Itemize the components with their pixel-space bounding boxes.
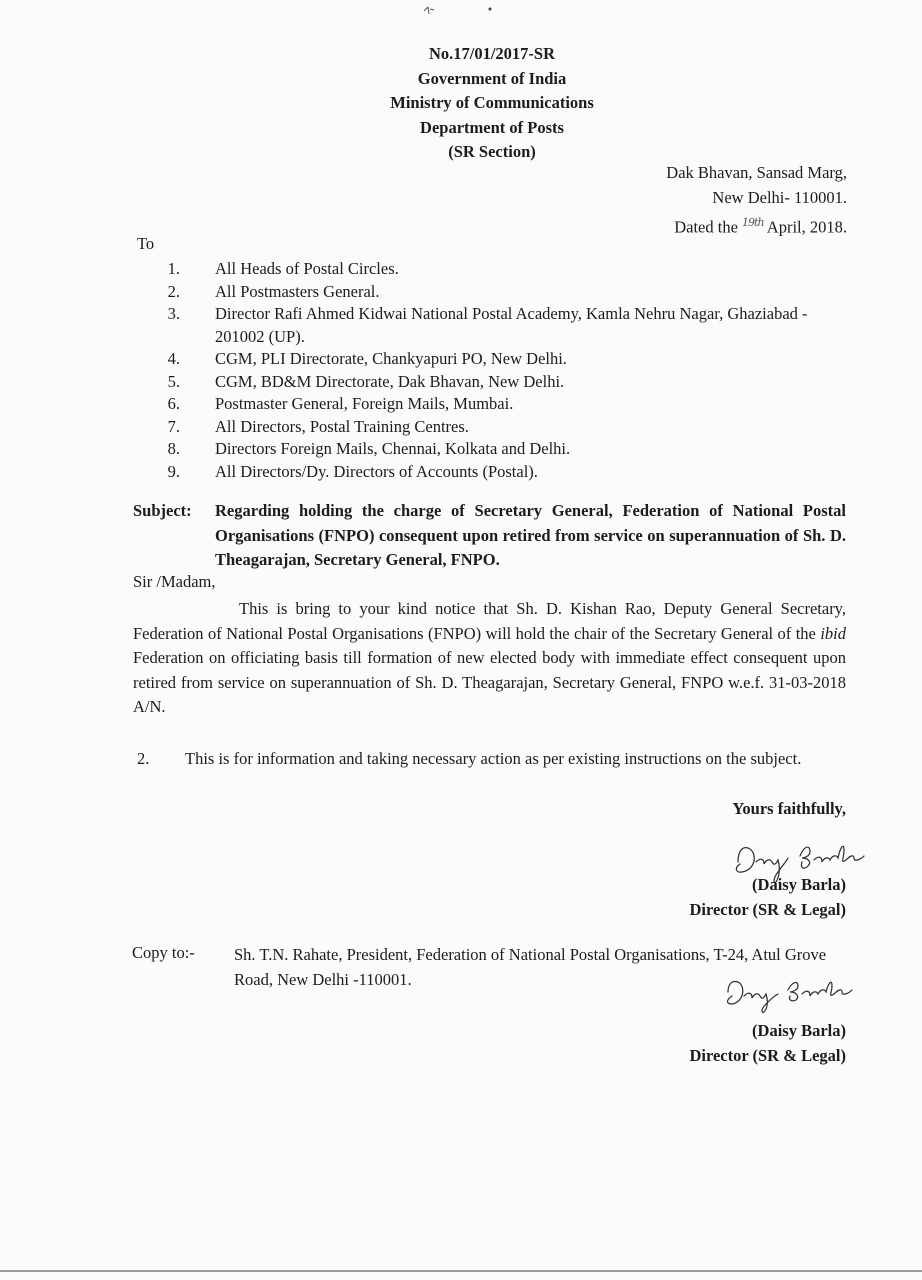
address-line-2: New Delhi- 110001. — [712, 188, 847, 207]
reference-number: No.17/01/2017-SR — [428, 44, 556, 63]
scan-edge-divider — [0, 1270, 922, 1272]
header-government: Government of India — [417, 68, 567, 88]
sender-address — [666, 160, 847, 240]
letter-header — [300, 42, 684, 165]
signatory-name: (Daisy Barla) — [752, 1021, 846, 1040]
address-line-1: Dak Bhavan, Sansad Marg, — [666, 163, 847, 182]
header-ministry: Ministry of Communications — [390, 93, 594, 112]
list-item: 6. Postmaster General, Foreign Mails, Mumbai. — [167, 394, 514, 413]
date-day-handwritten: 19th — [742, 216, 764, 229]
header-department: Department of Posts — [420, 117, 564, 137]
salutation: Sir /Madam, — [133, 572, 216, 591]
signatory-block-1 — [689, 872, 846, 922]
list-item: 3. Director Rafi Ahmed Kidwai National Postal Academy, Kamla Nehru Nagar, Ghaziabad - 201002 (UP). — [167, 304, 808, 346]
to-label: To — [137, 234, 155, 253]
body-paragraph-2: 2. This is for information and taking necessary action as per existing instructions on the subject. — [133, 747, 846, 772]
list-item: 8. Directors Foreign Mails, Chennai, Kolkata and Delhi. — [167, 439, 571, 458]
body-paragraph-1: This is bring to your kind notice that Sh. D. Kishan Rao, Deputy General Secretary, Federation of National Postal Organisations (FNPO) will hold the chair of the Secretary General of the ibid Federation on officiating basis till formation of new elected body with immediate effect consequent upon retired from service on superannuation of Sh. D. Theagarajan, Secretary General, FNPO w.e.f. 31-03-2018 A/N. — [133, 599, 846, 716]
copy-to-label: Copy to:- — [132, 943, 195, 962]
ibid-term: ibid — [820, 623, 846, 643]
subject-text: Regarding holding the charge of Secretary General, Federation of National Postal Organisations (FNPO) consequent upon retired from service on superannuation of Sh. D. Theagarajan, Secretary General, FNPO. — [215, 501, 846, 569]
list-item: 9. All Directors/Dy. Directors of Accounts (Postal). — [167, 461, 538, 481]
handwritten-signature — [722, 974, 862, 1014]
list-item: 2. All Postmasters General. — [167, 281, 380, 301]
signatory-designation: Director (SR & Legal) — [689, 900, 846, 919]
list-item: 4. CGM, PLI Directorate, Chankyapuri PO, New Delhi. — [167, 349, 567, 368]
signatory-name: (Daisy Barla) — [752, 875, 846, 894]
letter-date — [666, 210, 847, 240]
header-section: (SR Section) — [448, 142, 536, 161]
scan-mark-icon — [420, 4, 500, 18]
closing-phrase: Yours faithfully, — [732, 799, 846, 818]
signatory-block-2 — [689, 1018, 846, 1068]
copy-to-recipient: Sh. T.N. Rahate, President, Federation of National Postal Organisations, T-24, Atul Grove Road, New Delhi -110001. — [234, 945, 827, 989]
date-prefix: Dated the — [674, 217, 738, 237]
list-item: 7. All Directors, Postal Training Centres. — [167, 416, 469, 436]
paragraph-number: 2. — [137, 749, 150, 768]
subject-label: Subject: — [133, 501, 192, 520]
list-item: 5. CGM, BD&M Directorate, Dak Bhavan, New Delhi. — [167, 371, 565, 391]
list-item: 1. All Heads of Postal Circles. — [167, 259, 399, 278]
subject-block — [133, 499, 846, 573]
date-suffix: April, 2018. — [766, 217, 847, 237]
signatory-designation: Director (SR & Legal) — [689, 1046, 846, 1065]
recipient-list — [160, 258, 850, 483]
